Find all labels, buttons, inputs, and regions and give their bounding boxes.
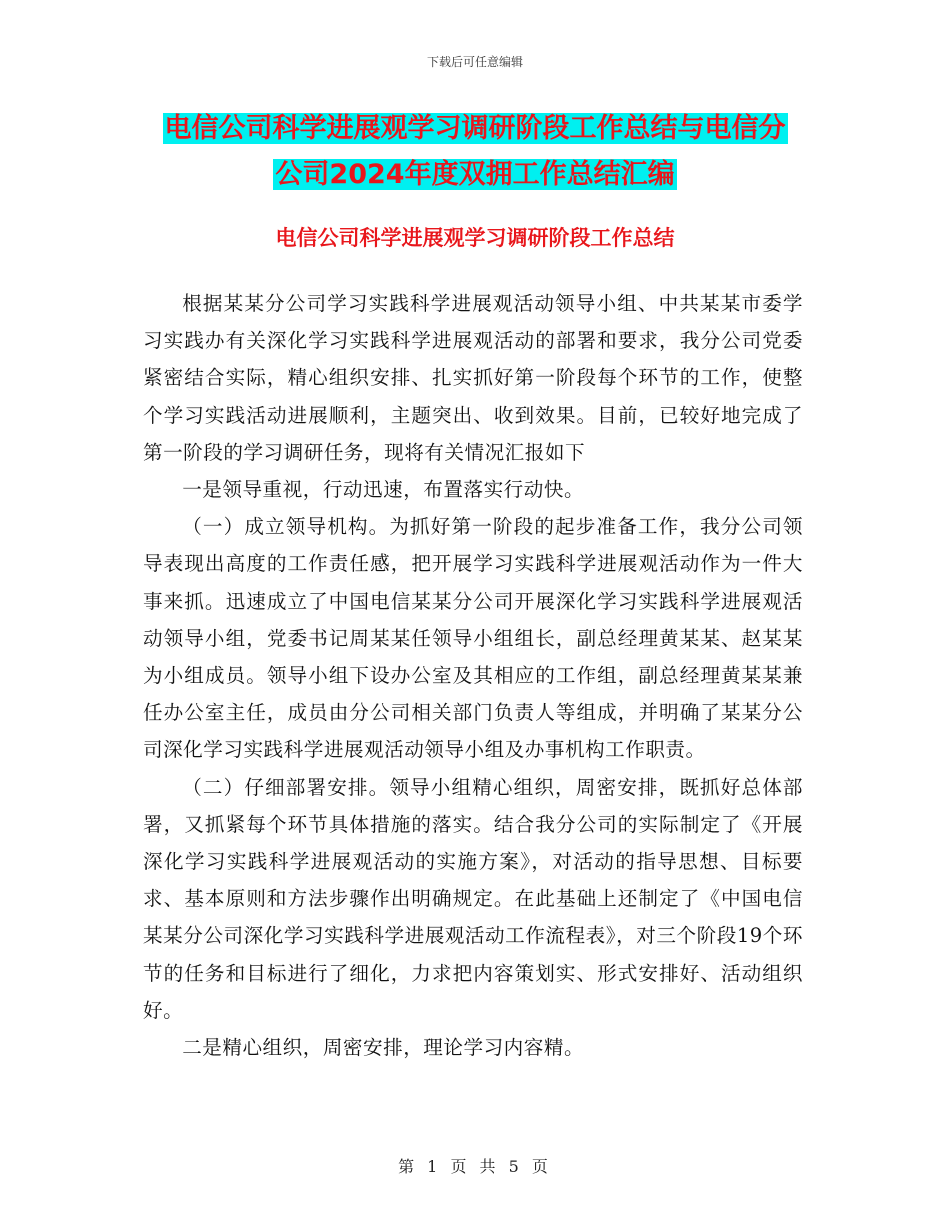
- header-note: 下载后可任意编辑: [426, 55, 523, 69]
- title-line-2: [0, 152, 950, 198]
- section-title: 电信公司科学进展观学习调研阶段工作总结: [275, 226, 675, 250]
- paragraph-3: （一）成立领导机构。为抓好第一阶段的起步准备工作，我分公司领导表现出高度的工作责任感，把开展学习实践科学进展观活动作为一件大事来抓。迅速成立了中国电信某某分公司开展深化学习实践科学进展观活动领导小组，党委书记周某某任领导小组组长，副总经理黄某某、赵某某为小组成员。领导小组下设办公室及其相应的工作组，副总经理黄某某兼任办公室主任，成员由分公司相关部门负责人等组成，并明确了某某分公司深化学习实践科学进展观活动领导小组及办事机构工作职责。: [143, 515, 803, 762]
- title-line-1: [0, 106, 950, 152]
- title-line-1-text: 电信公司科学进展观学习调研阶段工作总结与电信分: [164, 113, 786, 144]
- page-number-footer: 第 1 页 共 5 页: [398, 1157, 552, 1176]
- title-line-2-text: 公司2024年度双拥工作总结汇编: [275, 159, 675, 190]
- body-text: [143, 285, 803, 1066]
- paragraph-5: 二是精心组织，周密安排，理论学习内容精。: [182, 1036, 585, 1060]
- paragraph-1: 根据某某分公司学习实践科学进展观活动领导小组、中共某某市委学习实践办有关深化学习实践科学进展观活动的部署和要求，我分公司党委紧密结合实际，精心组织安排、扎实抓好第一阶段每个环节的工作，使整个学习实践活动进展顺利，主题突出、收到效果。目前，已较好地完成了第一阶段的学习调研任务，现将有关情况汇报如下: [143, 292, 803, 464]
- document-title: [0, 106, 950, 198]
- paragraph-2: 一是领导重视，行动迅速，布置落实行动快。: [182, 478, 585, 502]
- paragraph-4: （二）仔细部署安排。领导小组精心组织，周密安排，既抓好总体部署，又抓紧每个环节具体措施的落实。结合我分公司的实际制定了《开展深化学习实践科学进展观活动的实施方案》，对活动的指导思想、目标要求、基本原则和方法步骤作出明确规定。在此基础上还制定了《中国电信某某分公司深化学习实践科学进展观活动工作流程表》，对三个阶段19个环节的任务和目标进行了细化，力求把内容策划实、形式安排好、活动组织好。: [143, 775, 803, 1022]
